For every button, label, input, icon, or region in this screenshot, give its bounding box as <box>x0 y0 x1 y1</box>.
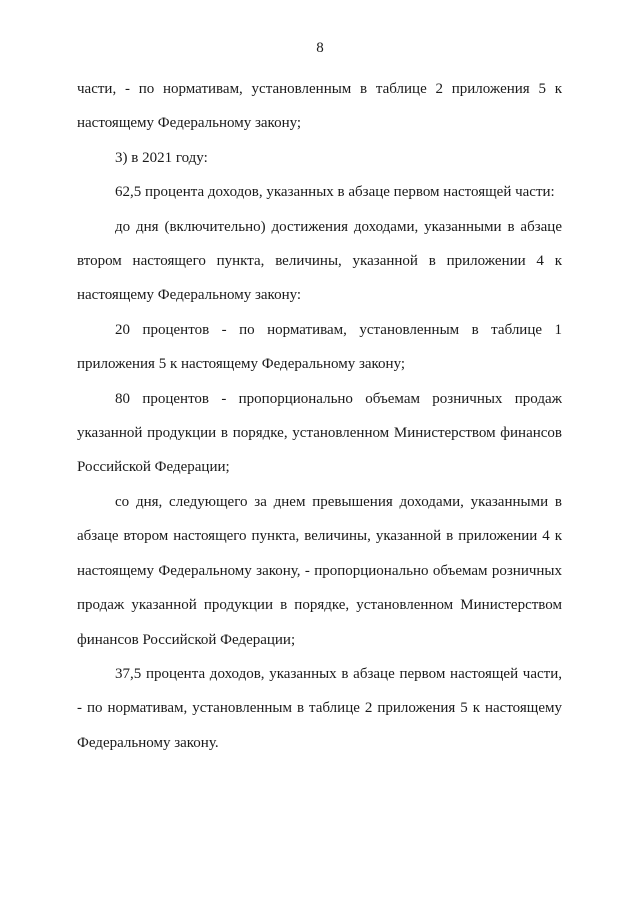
paragraph-after-threshold: со дня, следующего за днем превышения доходами, указанными в абзаце втором настоящего пункта, величины, указанной в приложении 4 к настоящему Федеральному закону, - пропорционально объемам розничных продаж указанной продукции в порядке, установленном Министерством финансов Российской Федерации; <box>77 493 562 648</box>
page-number: 8 <box>316 40 324 56</box>
paragraph-20-percent: 20 процентов - по нормативам, установленным в таблице 1 приложения 5 к настоящему Федеральному закону; <box>77 321 562 373</box>
document-body <box>77 72 562 760</box>
paragraph-until-threshold: до дня (включительно) достижения доходами, указанными в абзаце втором настоящего пункта, величины, указанной в приложении 4 к настоящему Федеральному закону: <box>77 218 562 304</box>
paragraph-62-5-percent: 62,5 процента доходов, указанных в абзаце первом настоящей части: <box>115 184 555 201</box>
paragraph-37-5-percent: 37,5 процента доходов, указанных в абзаце первом настоящей части, - по нормативам, установленным в таблице 2 приложения 5 к настоящему Федеральному закону. <box>77 665 562 751</box>
paragraph-80-percent: 80 процентов - пропорционально объемам розничных продаж указанной продукции в порядке, установленном Министерством финансов Российской Федерации; <box>77 390 562 476</box>
paragraph-year-2021: 3) в 2021 году: <box>115 149 208 166</box>
paragraph-continuation: части, - по нормативам, установленным в таблице 2 приложения 5 к настоящему Федеральному закону; <box>77 81 562 132</box>
